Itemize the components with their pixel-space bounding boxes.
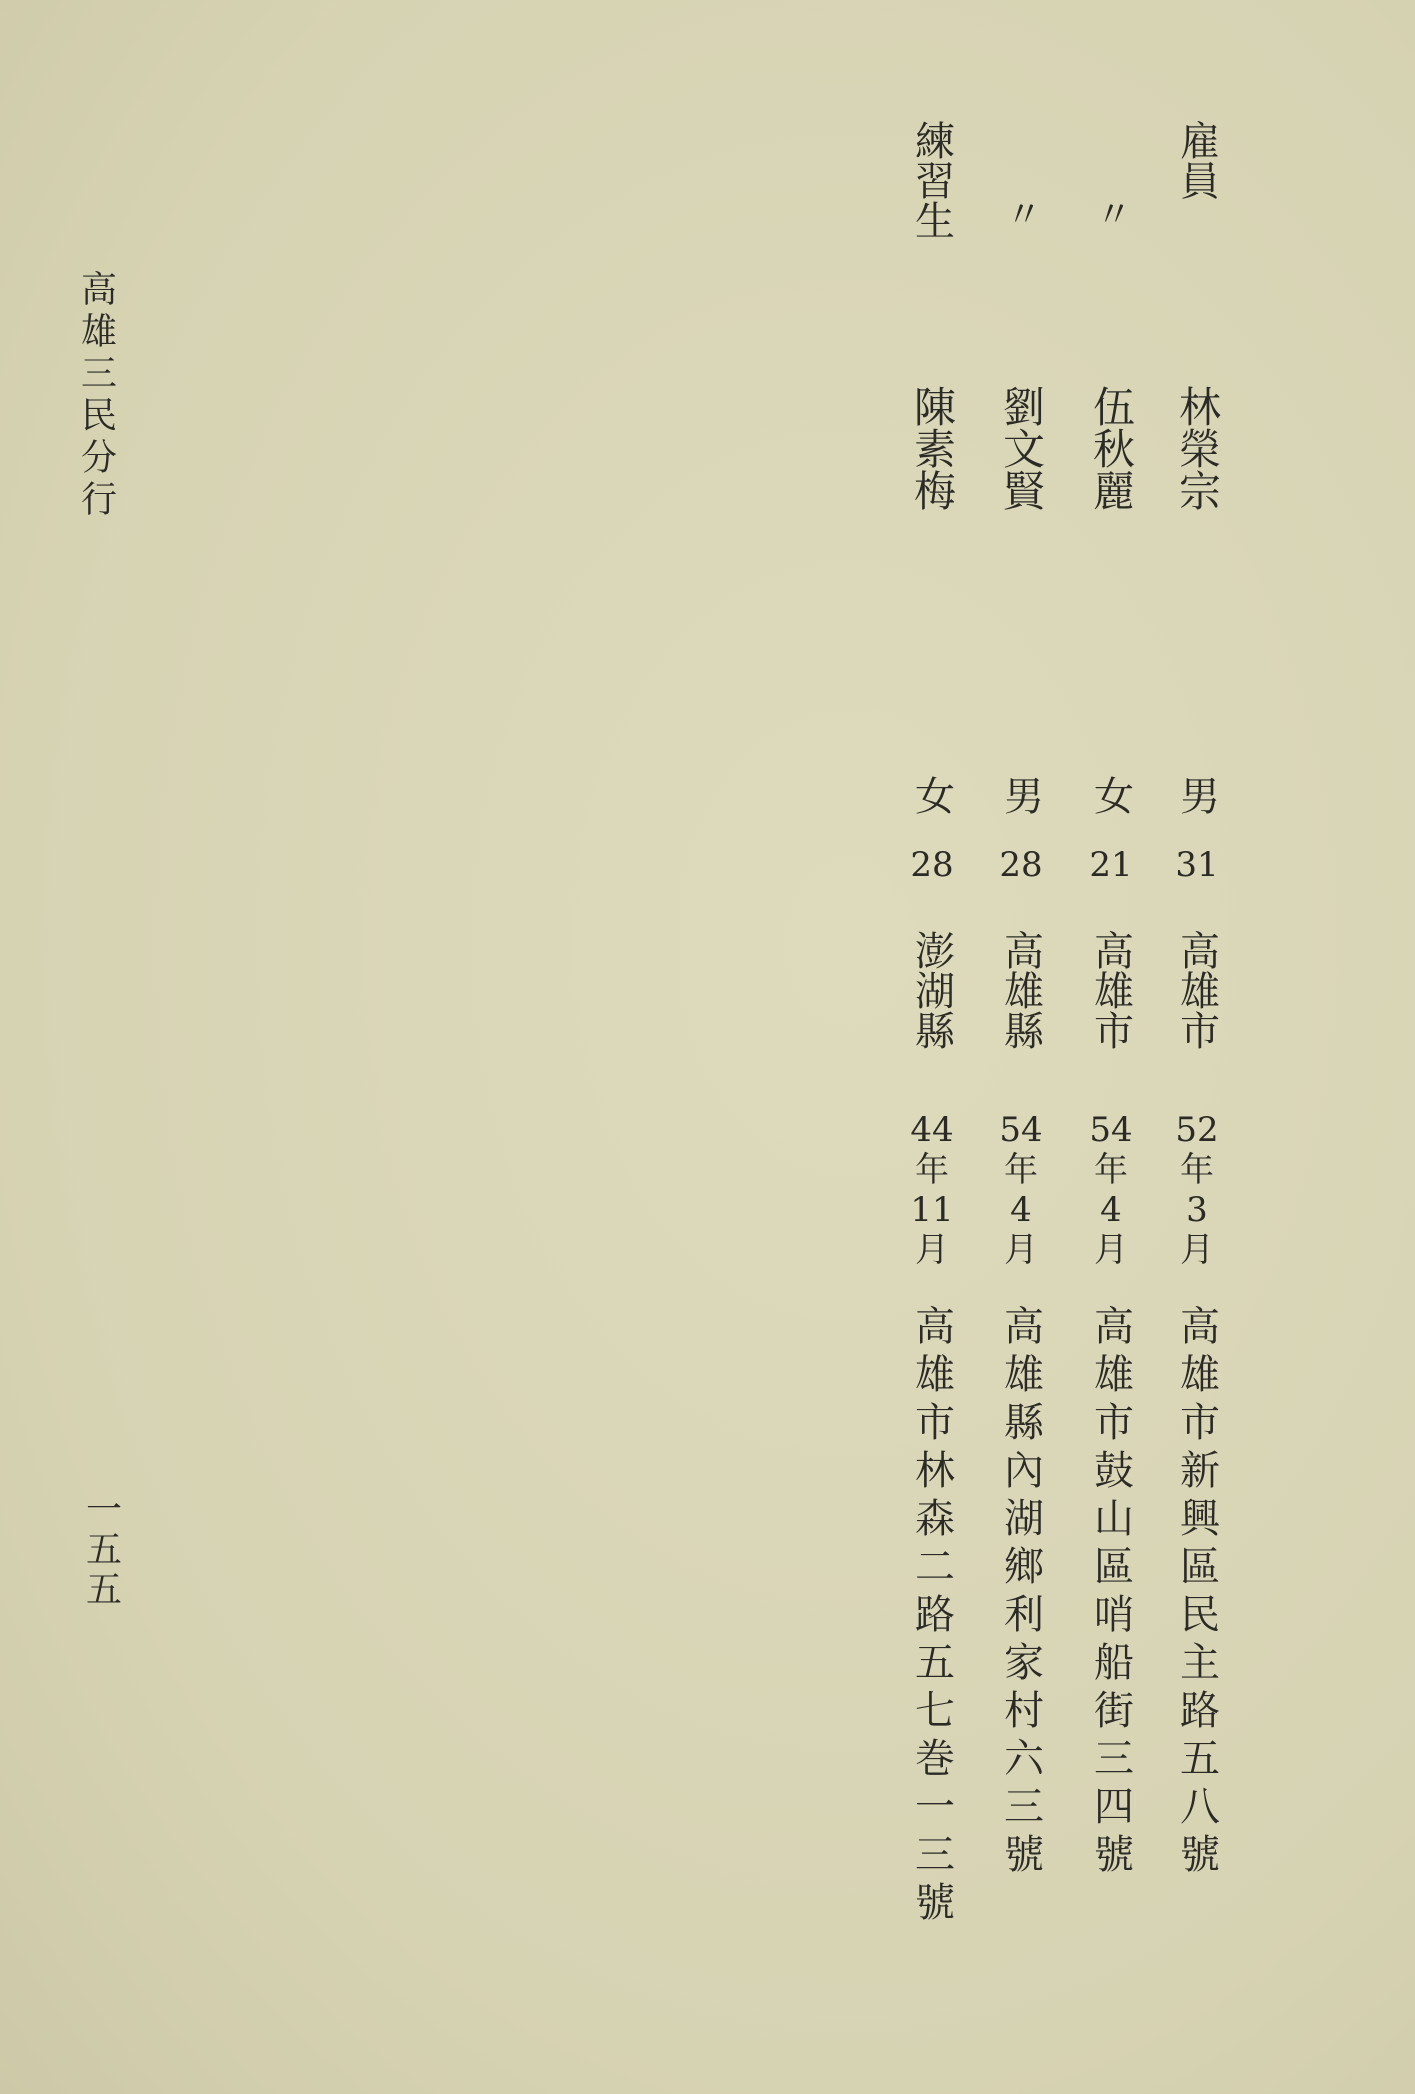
staff-entry: [1076, 0, 1146, 2094]
staff-entry: [1162, 0, 1232, 2094]
date-year-label: 年: [1004, 1150, 1038, 1190]
staff-start-date: [1162, 1110, 1232, 1270]
staff-sex: 女: [1087, 775, 1134, 815]
date-year: 52: [1175, 1110, 1219, 1150]
staff-address: 高雄市鼓山區哨船街三四號: [1087, 1305, 1134, 1881]
staff-name: 劉文賢: [997, 385, 1046, 511]
date-month: 4: [1010, 1190, 1032, 1230]
staff-entry: [897, 0, 967, 2094]
staff-address: 高雄縣內湖鄉利家村六三號: [997, 1305, 1044, 1881]
date-month-label: 月: [915, 1230, 949, 1270]
staff-age: 21: [1089, 845, 1133, 885]
staff-birthplace: 高雄市: [1173, 930, 1220, 1050]
staff-title: 雇員: [1173, 120, 1220, 200]
staff-age: 31: [1175, 845, 1219, 885]
staff-start-date: [986, 1110, 1056, 1270]
staff-start-date: [897, 1110, 967, 1270]
staff-birthplace: 高雄市: [1087, 930, 1134, 1050]
staff-age: 28: [910, 845, 954, 885]
date-year-label: 年: [1180, 1150, 1214, 1190]
date-year: 44: [910, 1110, 954, 1150]
date-month-label: 月: [1004, 1230, 1038, 1270]
branch-title: 高雄三民分行: [75, 270, 117, 522]
date-year: 54: [999, 1110, 1043, 1150]
staff-sex: 女: [908, 775, 955, 815]
staff-age: 28: [999, 845, 1043, 885]
date-year-label: 年: [915, 1150, 949, 1190]
staff-address: 高雄市林森二路五七巻一三號: [908, 1305, 955, 1929]
date-year: 54: [1089, 1110, 1133, 1150]
staff-sex: 男: [997, 775, 1044, 815]
date-year-label: 年: [1094, 1150, 1128, 1190]
staff-sex: 男: [1173, 775, 1220, 815]
staff-birthplace: 澎湖縣: [908, 930, 955, 1050]
staff-entry: [986, 0, 1056, 2094]
staff-address: 高雄市新興區民主路五八號: [1173, 1305, 1220, 1881]
page-number: 一五五: [80, 1490, 122, 1610]
staff-title: 〃: [1090, 195, 1132, 231]
staff-name: 伍秋麗: [1087, 385, 1136, 511]
date-month-label: 月: [1094, 1230, 1128, 1270]
date-month: 4: [1100, 1190, 1122, 1230]
date-month-label: 月: [1180, 1230, 1214, 1270]
date-month: 11: [910, 1190, 954, 1230]
staff-start-date: [1076, 1110, 1146, 1270]
date-month: 3: [1186, 1190, 1208, 1230]
staff-birthplace: 高雄縣: [997, 930, 1044, 1050]
staff-title: 練習生: [908, 120, 955, 240]
staff-title: 〃: [1000, 195, 1042, 231]
staff-name: 林榮宗: [1173, 385, 1222, 511]
staff-name: 陳素梅: [908, 385, 957, 511]
